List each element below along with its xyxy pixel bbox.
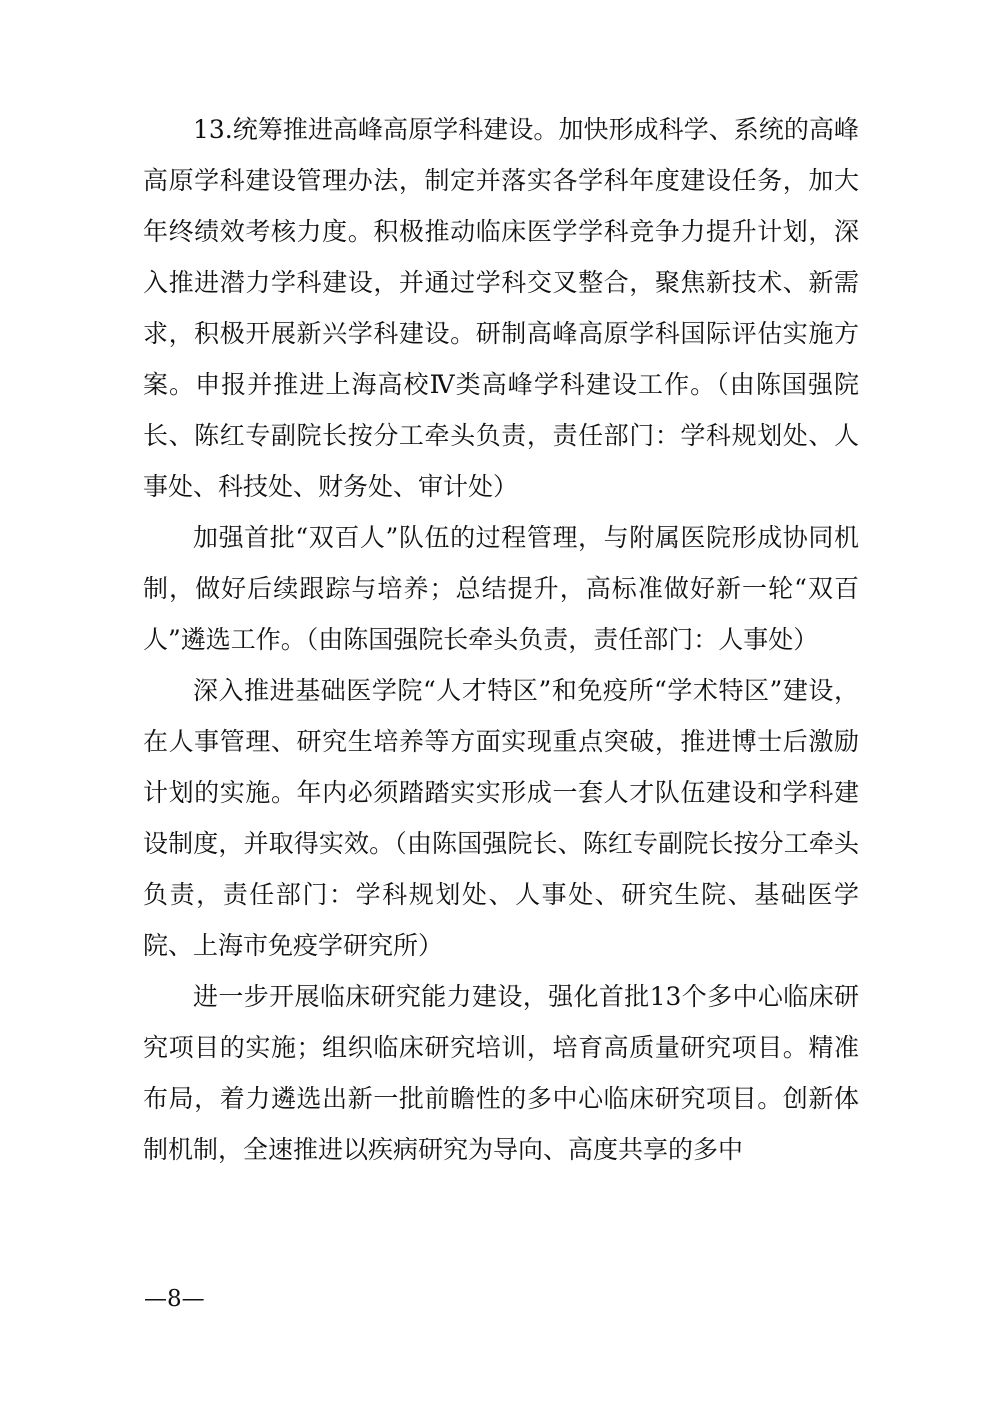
page-number: —8— bbox=[144, 1286, 205, 1312]
paragraph-clinical-research: 进一步开展临床研究能力建设，强化首批13个多中心临床研究项目的实施；组织临床研究培训，培育高质量研究项目。精准布局，着力遴选出新一批前瞻性的多中心临床研究项目。创新体制机制，全速推进以疾病研究为导向、高度共享的多中 bbox=[143, 982, 859, 1164]
paragraph-shuangbairen-team: 加强首批“双百人”队伍的过程管理，与附属医院形成协同机制，做好后续跟踪与培养；总结提升，高标准做好新一轮“双百人”遴选工作。（由陈国强院长牵头负责，责任部门：人事处） bbox=[143, 523, 859, 654]
paragraph-discipline-construction: 13.统筹推进高峰高原学科建设。加快形成科学、系统的高峰高原学科建设管理办法，制定并落实各学科年度建设任务，加大年终绩效考核力度。积极推动临床医学学科竞争力提升计划，深入推进潜力学科建设，并通过学科交叉整合，聚焦新技术、新需求，积极开展新兴学科建设。研制高峰高原学科国际评估实施方案。申报并推进上海高校Ⅳ类高峰学科建设工作。（由陈国强院长、陈红专副院长按分工牵头负责，责任部门：学科规划处、人事处、科技处、财务处、审计处） bbox=[143, 115, 859, 501]
paragraph-special-zones: 深入推进基础医学院“人才特区”和免疫所“学术特区”建设，在人事管理、研究生培养等方面实现重点突破，推进博士后激励计划的实施。年内必须踏踏实实形成一套人才队伍建设和学科建设制度，并取得实效。（由陈国强院长、陈红专副院长按分工牵头负责，责任部门：学科规划处、人事处、研究生院、基础医学院、上海市免疫学研究所） bbox=[143, 676, 859, 960]
document-body bbox=[143, 104, 859, 1175]
